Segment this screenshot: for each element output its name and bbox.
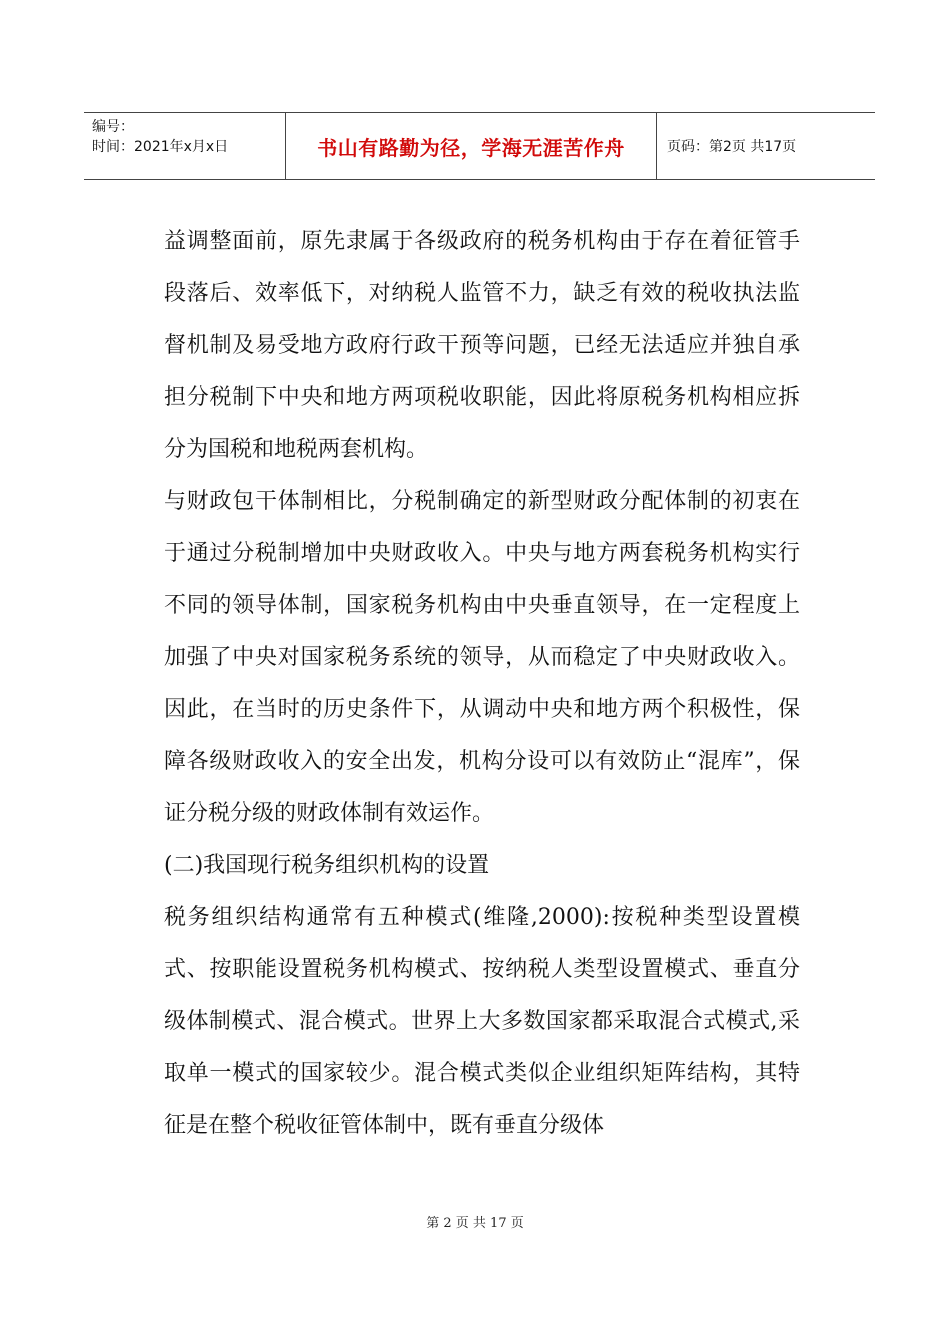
paragraph-2: 与财政包干体制相比，分税制确定的新型财政分配体制的初衷在于通过分税制增加中央财政收入。中央与地方两套税务机构实行不同的领导体制，国家税务机构由中央垂直领导，在一定程度上加强了中央对国家税务系统的领导，从而稳定了中央财政收入。因此，在当时的历史条件下，从调动中央和地方两个积极性，保障各级财政收入的安全出发，机构分设可以有效防止“混库”，保证分税分级的财政体制有效运作。: [164, 489, 800, 826]
document-body: [164, 216, 800, 1152]
time-label: 时间：2021年x月x日: [92, 139, 229, 155]
section-heading: (二)我国现行税务组织机构的设置: [164, 853, 490, 878]
page-header: [84, 112, 875, 180]
header-meta: [84, 113, 286, 179]
paragraph-3: 税务组织结构通常有五种模式(维隆,2000):按税种类型设置模式、按职能设置税务机构模式、按纳税人类型设置模式、垂直分级体制模式、混合模式。世界上大多数国家都采取混合式模式,采取单一模式的国家较少。混合模式类似企业组织矩阵结构，其特征是在整个税收征管体制中，既有垂直分级体: [164, 905, 800, 1138]
number-label: 编号：: [92, 119, 134, 135]
page-footer: 第 2 页 共 17 页: [426, 1216, 524, 1231]
header-page-info: 页码：第2页 共17页: [667, 139, 797, 155]
header-motto: 书山有路勤为径，学海无涯苦作舟: [286, 113, 657, 179]
paragraph-1: 益调整面前，原先隶属于各级政府的税务机构由于存在着征管手段落后、效率低下，对纳税人监管不力，缺乏有效的税收执法监督机制及易受地方政府行政干预等问题，已经无法适应并独自承担分税制下中央和地方两项税收职能，因此将原税务机构相应拆分为国税和地税两套机构。: [164, 229, 800, 462]
